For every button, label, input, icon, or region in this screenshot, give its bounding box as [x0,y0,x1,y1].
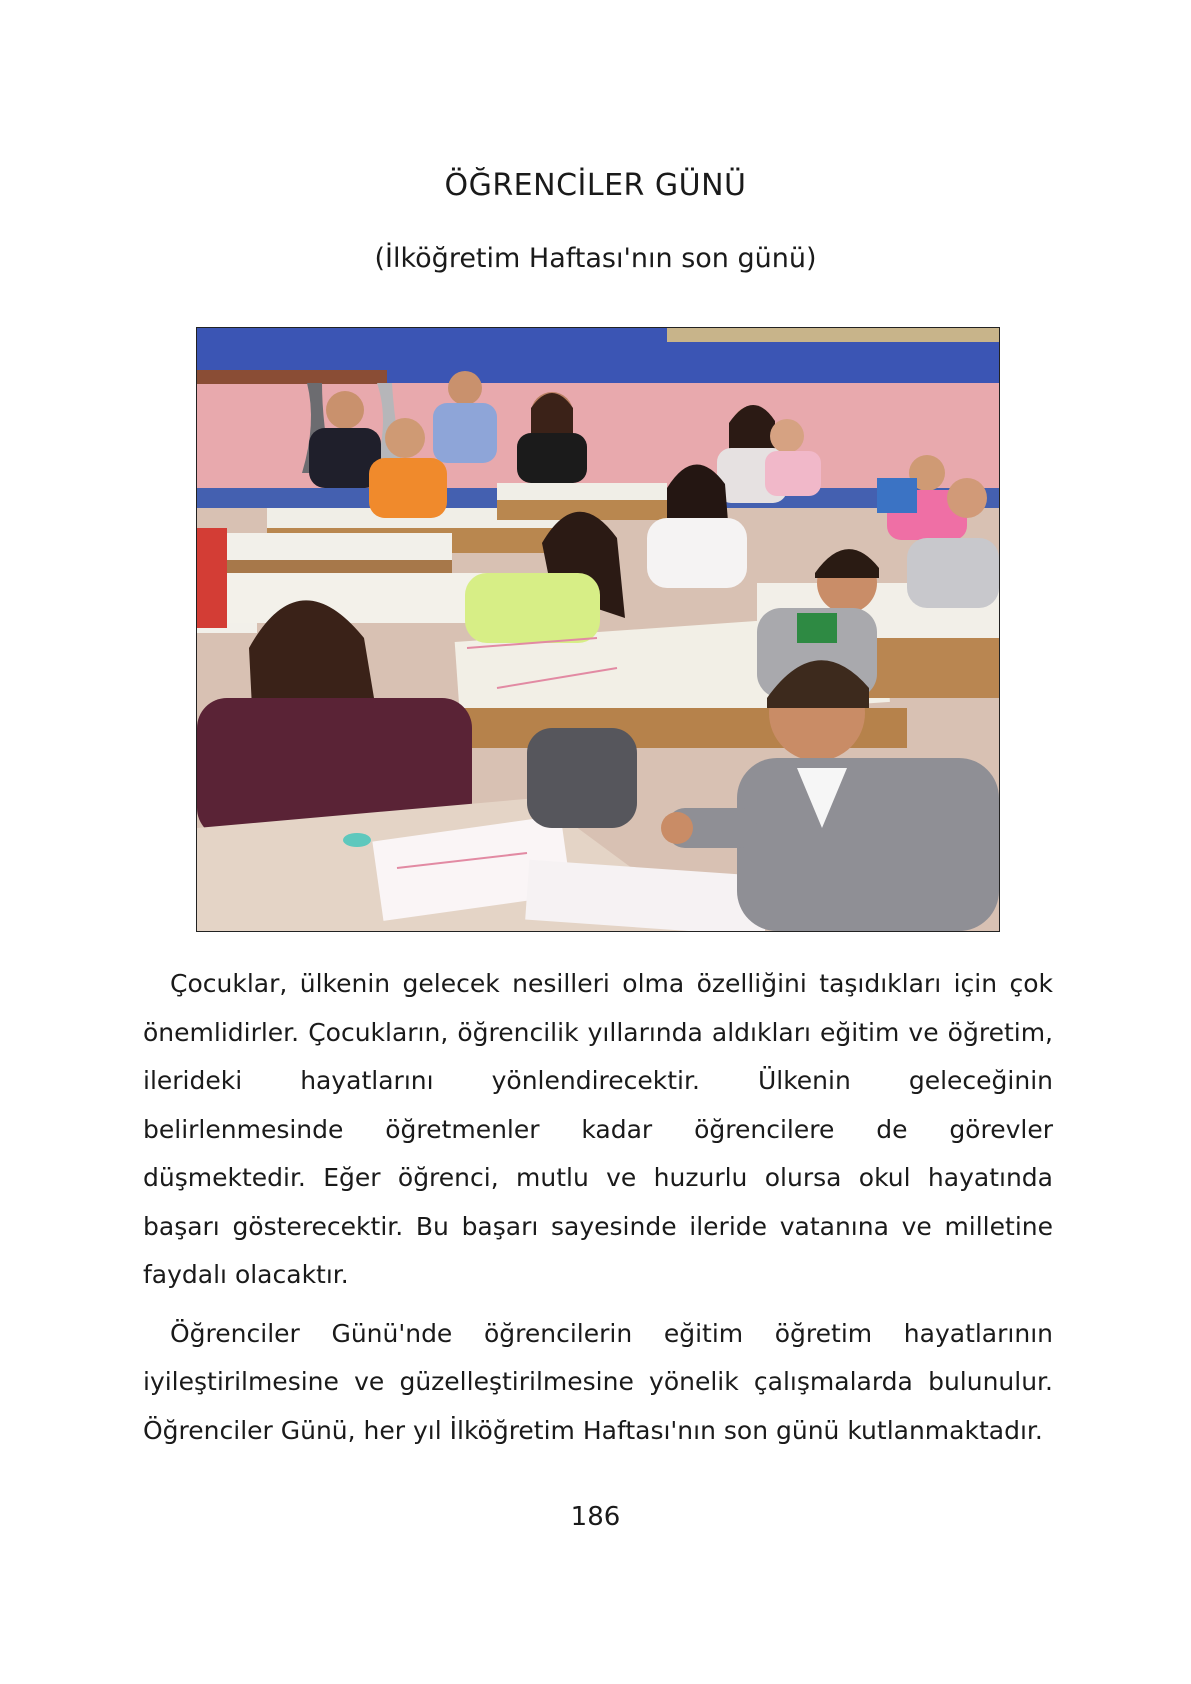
paragraph-2: Öğrenciler Günü'nde öğrencilerin eğitim öğretim hayatlarının iyileştirilmesine ve güzelleştirilmesine yönelik çalışmalarda bulunulur. Öğrenciler Günü, her yıl İlköğretim Haftası'nın son günü kutlanmaktadır. [143,1318,1053,1445]
body-text [143,960,1053,1465]
paragraph-1: Çocuklar, ülkenin gelecek nesilleri olma özelliğini taşıdıkları için çok önemlidirler. Çocukların, öğrencilik yıllarında aldıkları eğitim ve öğretim, ilerideki hayatlarını yönlendirecektir. Ülkenin geleceğinin belirlenmesinde öğretmenler kadar öğrencilere de görevler düşmektedir. Eğer öğrenci, mutlu ve huzurlu olursa okul hayatında başarı gösterecektir. Bu başarı sayesinde ileride vatanına ve milletine faydalı olacaktır. [143,969,1053,1289]
page-number: 186 [570,1502,621,1532]
classroom-photo [196,327,1000,932]
backpack [527,728,637,828]
page-title: ÖĞRENCİLER GÜNÜ [444,168,747,203]
grey-sweater [737,758,999,931]
page-subtitle: (İlköğretim Haftası'nın son günü) [374,243,817,274]
classroom-illustration [197,328,999,931]
